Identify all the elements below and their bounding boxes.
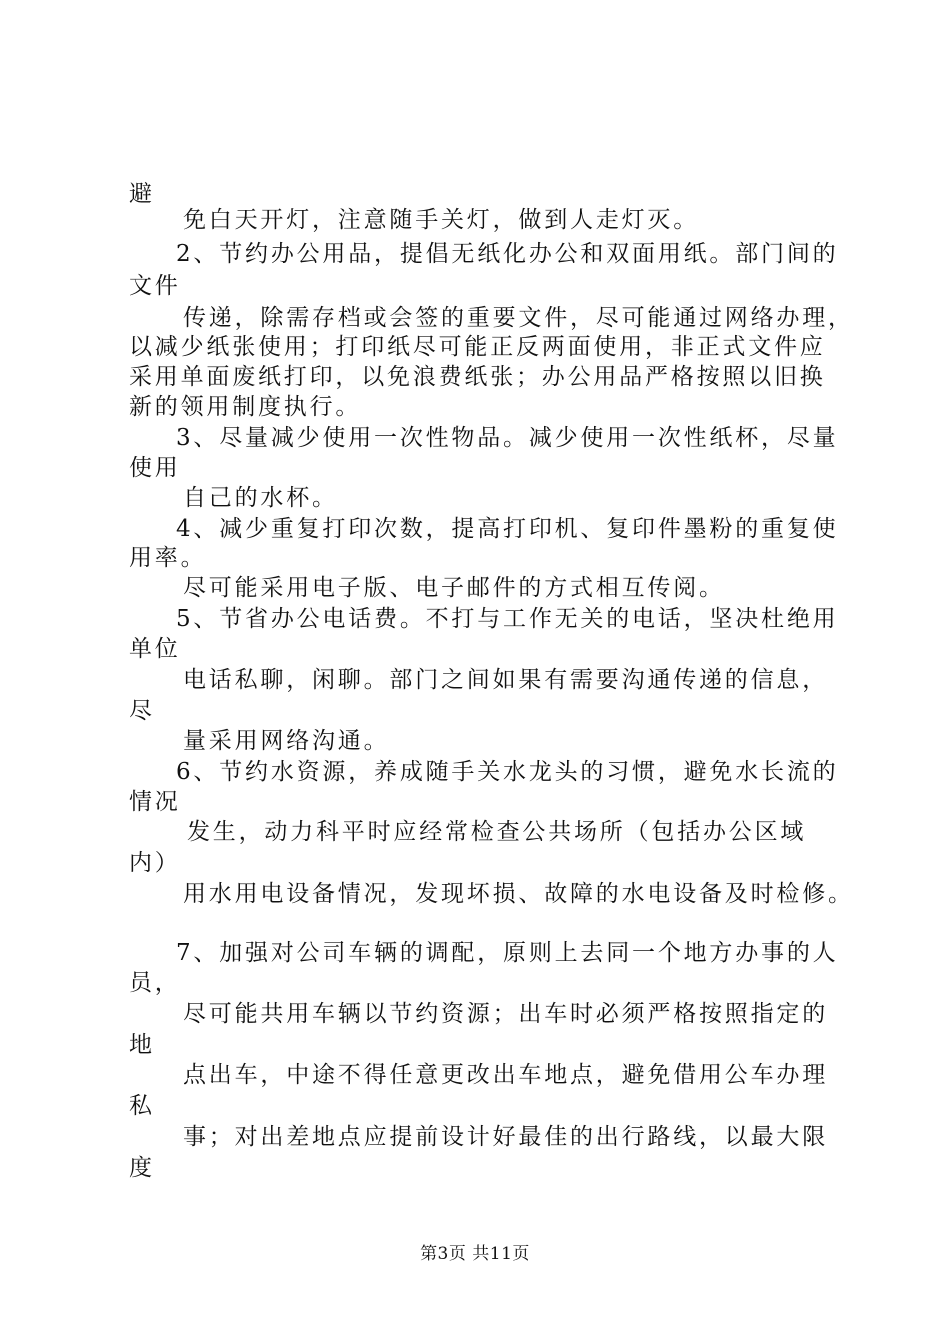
text-line: 尽 [129, 698, 155, 724]
text-line: 免白天开灯，注意随手关灯，做到人走灯灭。 [183, 207, 699, 233]
text-line: 电话私聊，闲聊。部门之间如果有需要沟通传递的信息， [183, 667, 828, 693]
text-line: 2、节约办公用品，提倡无纸化办公和双面用纸。部门间的 [176, 241, 839, 267]
text-line: 尽可能采用电子版、电子邮件的方式相互传阅。 [183, 575, 725, 601]
text-line: 使用 [129, 455, 181, 481]
text-line: 自己的水杯。 [183, 485, 338, 511]
text-line: 单位 [129, 636, 181, 662]
text-line: 新的领用制度执行。 [129, 394, 362, 420]
text-line: 度 [129, 1155, 155, 1181]
text-line: 避 [129, 181, 155, 207]
text-line: 地 [129, 1032, 155, 1058]
text-line: 情况 [129, 789, 181, 815]
text-line: 传递，除需存档或会签的重要文件，尽可能通过网络办理， [183, 305, 854, 331]
text-line: 私 [129, 1093, 155, 1119]
text-line: 采用单面废纸打印，以免浪费纸张；办公用品严格按照以旧换 [129, 364, 826, 390]
text-line: 用水用电设备情况，发现坏损、故障的水电设备及时检修。 [183, 881, 854, 907]
text-line: 以减少纸张使用；打印纸尽可能正反两面使用，非正式文件应 [129, 334, 826, 360]
text-line: 员， [129, 970, 181, 996]
text-line: 5、节省办公电话费。不打与工作无关的电话，坚决杜绝用 [176, 606, 839, 632]
text-line: 量采用网络沟通。 [183, 728, 390, 754]
page-number-footer: 第3页 共11页 [420, 1244, 530, 1264]
text-line: 7、加强对公司车辆的调配，原则上去同一个地方办事的人 [176, 940, 839, 966]
text-line: 文件 [129, 273, 181, 299]
text-line: 6、节约水资源，养成随手关水龙头的习惯，避免水长流的 [176, 759, 839, 785]
text-line: 点出车，中途不得任意更改出车地点，避免借用公车办理 [183, 1062, 828, 1088]
text-line: 4、减少重复打印次数，提高打印机、复印件墨粉的重复使 [176, 516, 839, 542]
text-line: 3、尽量减少使用一次性物品。减少使用一次性纸杯，尽量 [176, 425, 839, 451]
text-line: 发生，动力科平时应经常检查公共场所（包括办公区域 [187, 819, 807, 845]
text-line: 尽可能共用车辆以节约资源；出车时必须严格按照指定的 [183, 1001, 828, 1027]
text-line: 用率。 [129, 545, 207, 571]
text-line: 内） [129, 850, 181, 876]
text-line: 事；对出差地点应提前设计好最佳的出行路线，以最大限 [183, 1124, 828, 1150]
